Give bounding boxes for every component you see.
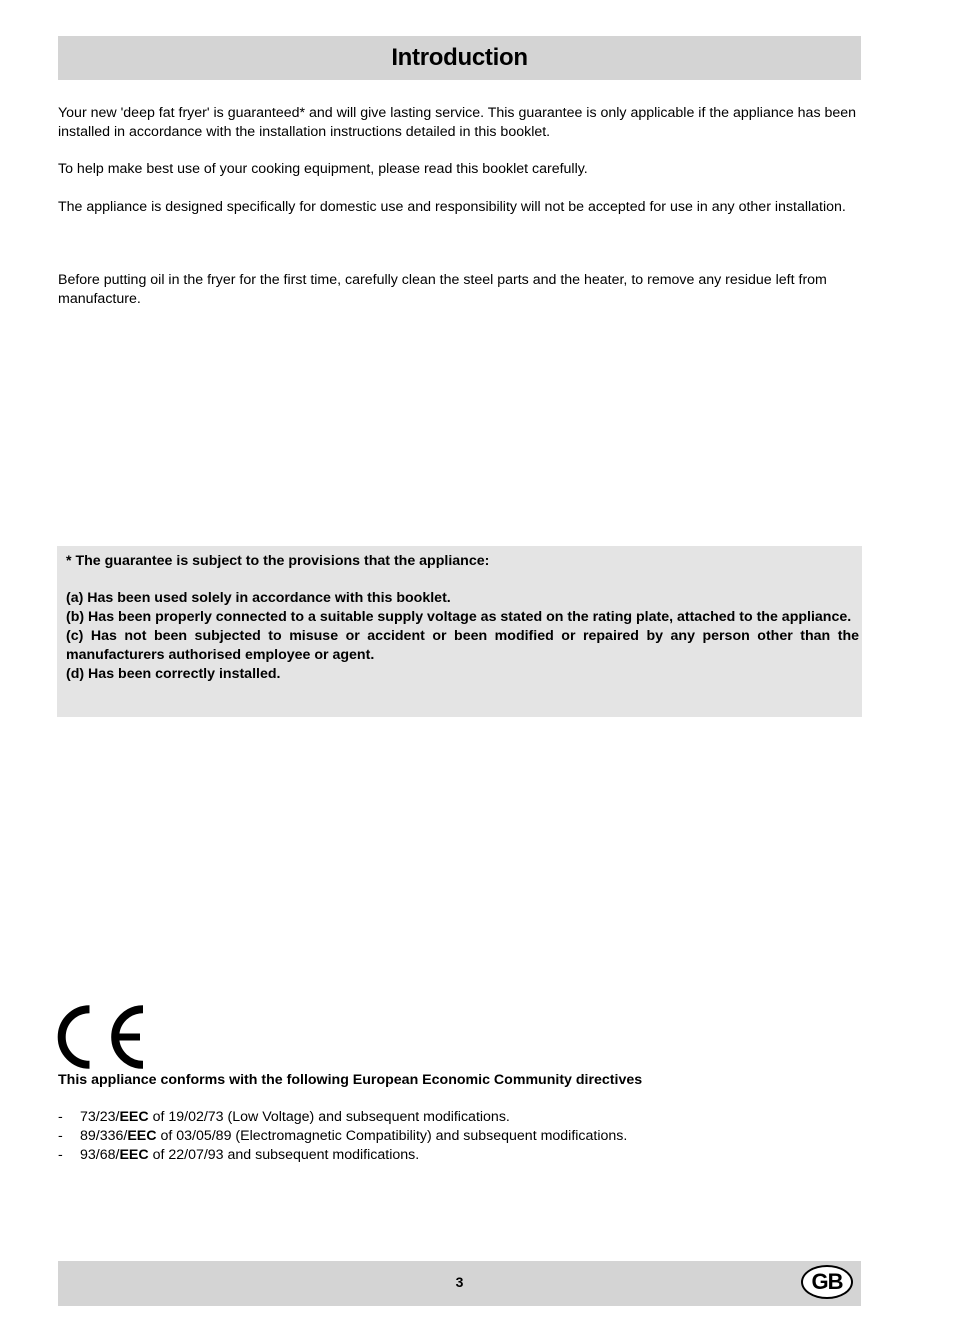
language-badge: GB bbox=[801, 1265, 853, 1299]
page-number: 3 bbox=[455, 1274, 464, 1290]
intro-paragraph-guarantee: Your new 'deep fat fryer' is guaranteed* and will give lasting service. This guarantee is only applicable if the appliance has been installed in accordance with the installation instructions detailed in this booklet. bbox=[58, 105, 857, 140]
guarantee-condition-b: (b) Has been properly connected to a suitable supply voltage as stated on the rating plate, attached to the appliance. bbox=[66, 609, 852, 625]
page-title: Introduction bbox=[391, 44, 528, 71]
ce-mark-icon bbox=[56, 1003, 148, 1071]
guarantee-condition-c: (c) Has not been subjected to misuse or accident or been modified or repaired by any person other than the manufacturers authorised employee or agent. bbox=[66, 628, 859, 663]
directive-item: - 73/23/EEC of 19/02/73 (Low Voltage) and subsequent modifications. bbox=[58, 1109, 510, 1125]
intro-paragraph-read-booklet: To help make best use of your cooking equipment, please read this booklet carefully. bbox=[58, 161, 588, 177]
directives-heading: This appliance conforms with the following European Economic Community directives bbox=[58, 1072, 643, 1088]
intro-paragraph-first-use: Before putting oil in the fryer for the first time, carefully clean the steel parts and the heater, to remove any residue left from manufacture. bbox=[58, 272, 827, 307]
guarantee-condition-a: (a) Has been used solely in accordance with this booklet. bbox=[66, 590, 451, 606]
guarantee-heading: * The guarantee is subject to the provisions that the appliance: bbox=[66, 553, 490, 569]
directive-list bbox=[58, 1108, 627, 1165]
directive-item: - 89/336/EEC of 03/05/89 (Electromagnetic Compatibility) and subsequent modifications. bbox=[58, 1128, 628, 1144]
guarantee-conditions-box bbox=[57, 546, 862, 717]
footer-bar bbox=[58, 1261, 861, 1306]
guarantee-condition-d: (d) Has been correctly installed. bbox=[66, 666, 281, 682]
title-bar bbox=[58, 36, 861, 80]
directive-item: - 93/68/EEC of 22/07/93 and subsequent modifications. bbox=[58, 1147, 420, 1163]
intro-paragraph-domestic-use: The appliance is designed specifically for domestic use and responsibility will not be accepted for use in any other installation. bbox=[58, 199, 846, 215]
